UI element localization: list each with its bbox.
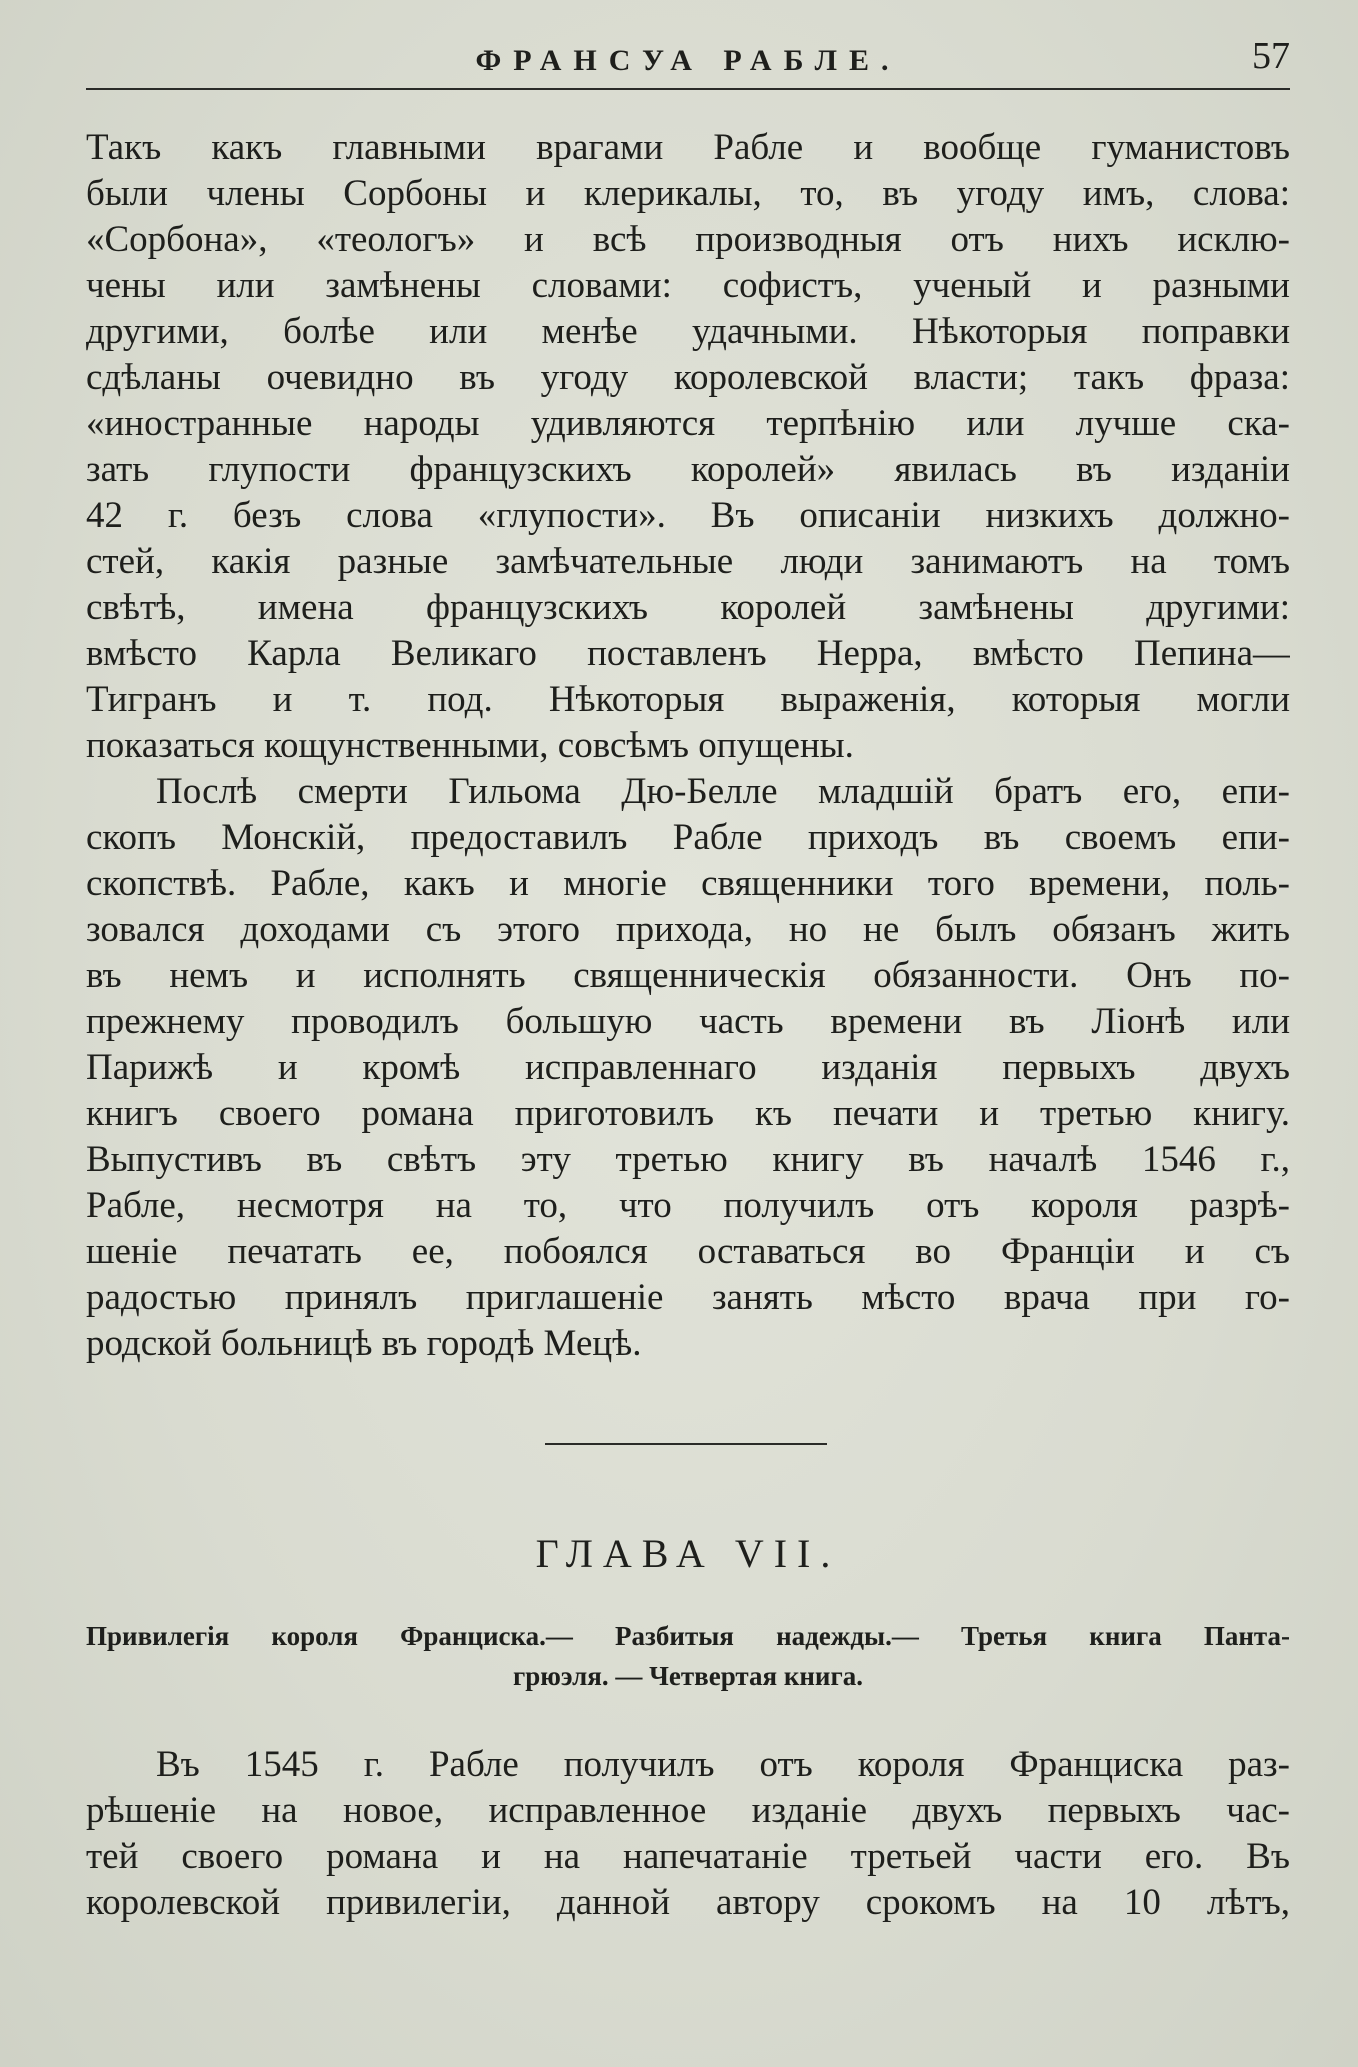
text-line: Рабле, несмотря на то, что получилъ отъ короля разрѣ- [86,1185,1290,1226]
text-line: свѣтѣ, имена французскихъ королей замѣнены другими: [86,587,1290,628]
text-line: Выпустивъ въ свѣтъ эту третью книгу въ началѣ 1546 г., [86,1139,1290,1180]
text-line: зовался доходами съ этого прихода, но не былъ обязанъ жить [86,909,1290,950]
text-line: скопствѣ. Рабле, какъ и многіе священники того времени, поль- [86,863,1290,904]
text-line: другими, болѣе или менѣе удачными. Нѣкоторыя поправки [86,311,1290,352]
text-line: радостью принялъ приглашеніе занять мѣсто врача при го- [86,1277,1290,1318]
summary-line: грюэля. — Четвертая книга. [512,1661,863,1691]
summary-line: Привилегія короля Франциска.— Разбитыя надежды.— Третья книга Панта- [86,1621,1290,1651]
text-line: показаться кощунственными, совсѣмъ опущены. [86,725,854,766]
body-text-section [86,125,1290,1367]
text-line: въ немъ и исполнять священническія обязанности. Онъ по- [86,955,1290,996]
text-line: тей своего романа и на напечатаніе третьей части его. Въ [86,1836,1290,1877]
text-line: Въ 1545 г. Рабле получилъ отъ короля Франциска раз- [156,1744,1290,1785]
header-rule [86,88,1290,90]
text-line: зать глупости французскихъ королей» явилась въ изданіи [86,449,1290,490]
text-line: были члены Сорбоны и клерикалы, то, въ угоду имъ, слова: [86,173,1290,214]
text-line: скопъ Монскій, предоставилъ Рабле приходъ въ своемъ епи- [86,817,1290,858]
text-line: «Сорбона», «теологъ» и всѣ производныя отъ нихъ исклю- [86,219,1290,260]
text-line: шеніе печатать ее, побоялся оставаться во Франціи и съ [86,1231,1290,1272]
text-line: Такъ какъ главными врагами Рабле и вообще гуманистовъ [86,127,1290,168]
chapter-body-text [86,1742,1290,1926]
text-line: сдѣланы очевидно въ угоду королевской власти; такъ фраза: [86,357,1290,398]
text-line: Послѣ смерти Гильома Дю-Белле младшій братъ его, епи- [156,771,1290,812]
text-line: «иностранные народы удивляются терпѣнію или лучше ска- [86,403,1290,444]
chapter-summary [86,1616,1290,1696]
text-line: вмѣсто Карла Великаго поставленъ Нерра, вмѣсто Пепина— [86,633,1290,674]
running-title: ФРАНСУА РАБЛЕ. [475,44,901,77]
text-line: 42 г. безъ слова «глупости». Въ описаніи низкихъ должно- [86,495,1290,536]
text-line: Парижѣ и кромѣ исправленнаго изданія первыхъ двухъ [86,1047,1290,1088]
page-header [86,34,1290,94]
text-line: рѣшеніе на новое, исправленное изданіе двухъ первыхъ час- [86,1790,1290,1831]
page-number: 57 [1252,35,1290,77]
text-line: королевской привилегіи, данной автору срокомъ на 10 лѣтъ, [86,1882,1290,1923]
text-line: стей, какія разные замѣчательные люди занимаютъ на томъ [86,541,1290,582]
text-line: книгъ своего романа приготовилъ къ печати и третью книгу. [86,1093,1290,1134]
text-line: родской больницѣ въ городѣ Мецѣ. [86,1323,642,1364]
text-line: Тигранъ и т. под. Нѣкоторыя выраженія, которыя могли [86,679,1290,720]
text-line: чены или замѣнены словами: софистъ, ученый и разными [86,265,1290,306]
chapter-title: ГЛАВА VII. [535,1531,841,1576]
section-divider [545,1443,827,1445]
text-line: прежнему проводилъ большую часть времени въ Ліонѣ или [86,1001,1290,1042]
